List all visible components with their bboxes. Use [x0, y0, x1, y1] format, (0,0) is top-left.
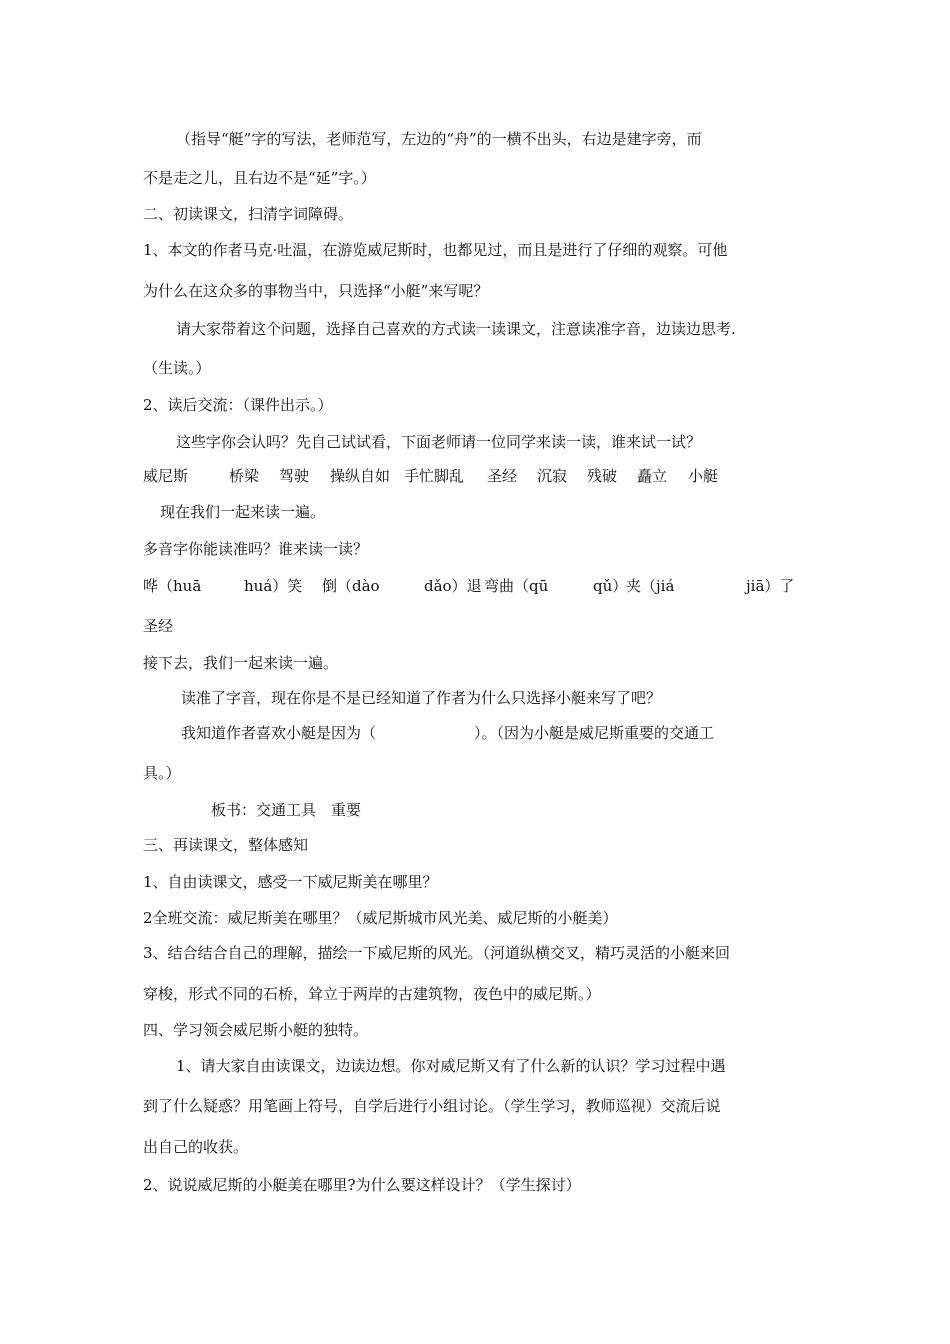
paragraph-line: 1、请大家自由读课文，边读边想。你对威尼斯又有了什么新的认识？学习过程中遇 — [176, 1057, 726, 1075]
paragraph-line: 3、结合结合自己的理解，描绘一下威尼斯的风光。（河道纵横交叉，精巧灵活的小艇来回 — [143, 944, 731, 962]
paragraph-line: 读准了字音，现在你是不是已经知道了作者为什么只选择小艇来写了吧？ — [181, 689, 662, 707]
paragraph-line: 现在我们一起来读一遍。 — [160, 503, 326, 521]
section-heading: 二、初读课文，扫清字词障碍。 — [143, 205, 354, 223]
polyphone-item: 弯曲（qū — [484, 577, 549, 595]
polyphone-item: qǔ） — [593, 577, 628, 595]
paragraph-line: 1、本文的作者马克·吐温，在游览威尼斯时，也都见过，而且是进行了仔细的观察。可他 — [143, 241, 728, 259]
word-item: 沉寂 — [537, 467, 568, 485]
polyphone-item: dǎo）退 — [424, 577, 482, 595]
polyphone-item: 哗（huā — [143, 577, 202, 595]
word-item: 圣经 — [487, 467, 518, 485]
answer-prefix: 我知道作者喜欢小艇是因为（ — [181, 724, 377, 742]
word-item: 残破 — [587, 467, 618, 485]
paragraph-line: 具。） — [143, 764, 181, 782]
paragraph-line: 2全班交流：威尼斯美在哪里？（威尼斯城市风光美、威尼斯的小艇美） — [143, 909, 618, 927]
word-item: 威尼斯 — [143, 467, 189, 485]
paragraph-line: 穿梭，形式不同的石桥，耸立于两岸的古建筑物，夜色中的威尼斯。） — [143, 985, 601, 1003]
word-item: 小艇 — [688, 467, 719, 485]
polyphone-item: 倒（dào — [322, 577, 380, 595]
word-item: 驾驶 — [279, 467, 310, 485]
word-item: 手忙脚乱 — [404, 467, 465, 485]
paragraph-line: 接下去，我们一起来读一遍。 — [143, 654, 339, 672]
paragraph-line: 多音字你能读准吗？谁来读一读？ — [143, 540, 369, 558]
paragraph-line: 请大家带着这个问题，选择自己喜欢的方式读一读课文，注意读准字音，边读边思考. — [176, 320, 736, 338]
paragraph-line: 为什么在这众多的事物当中，只选择“小艇”来写呢？ — [143, 282, 489, 300]
section-heading: 三、再读课文，整体感知 — [143, 836, 309, 854]
polyphone-item: huá）笑 — [244, 577, 303, 595]
paragraph-line: 圣经 — [143, 617, 174, 635]
answer-suffix: ）。（因为小艇是威尼斯重要的交通工 — [474, 724, 715, 742]
paragraph-line: 1、自由读课文，感受一下威尼斯美在哪里？ — [143, 873, 438, 891]
paragraph-line: 出自己的收获。 — [143, 1138, 249, 1156]
word-item: 矗立 — [637, 467, 668, 485]
paragraph-line: 不是走之儿，且右边不是“延”字。） — [143, 169, 376, 187]
paragraph-line: 2、说说威尼斯的小艇美在哪里?为什么要这样设计？（学生探讨） — [143, 1176, 581, 1194]
paragraph-line: （指导“艇”字的写法，老师范写，左边的“舟”的一横不出头，右边是建字旁，而 — [176, 130, 702, 148]
polyphone-item: 夹（jiá — [626, 577, 675, 595]
paragraph-line: 这些字你会认吗？先自己试试看，下面老师请一位同学来读一读，谁来试一试？ — [176, 433, 702, 451]
polyphone-item: jiā）了 — [746, 577, 795, 595]
section-heading: 四、学习领会威尼斯小艇的独特。 — [143, 1021, 369, 1039]
word-item: 桥梁 — [229, 467, 260, 485]
paragraph-line: 到了什么疑惑？用笔画上符号，自学后进行小组讨论。（学生学习，教师巡视）交流后说 — [143, 1097, 721, 1115]
board-note: 板书：交通工具 重要 — [211, 801, 362, 819]
paragraph-line: （生读。） — [143, 359, 211, 377]
word-item: 操纵自如 — [330, 467, 391, 485]
answer-line — [181, 723, 714, 743]
paragraph-line: 2、读后交流：（课件出示。） — [143, 396, 333, 414]
